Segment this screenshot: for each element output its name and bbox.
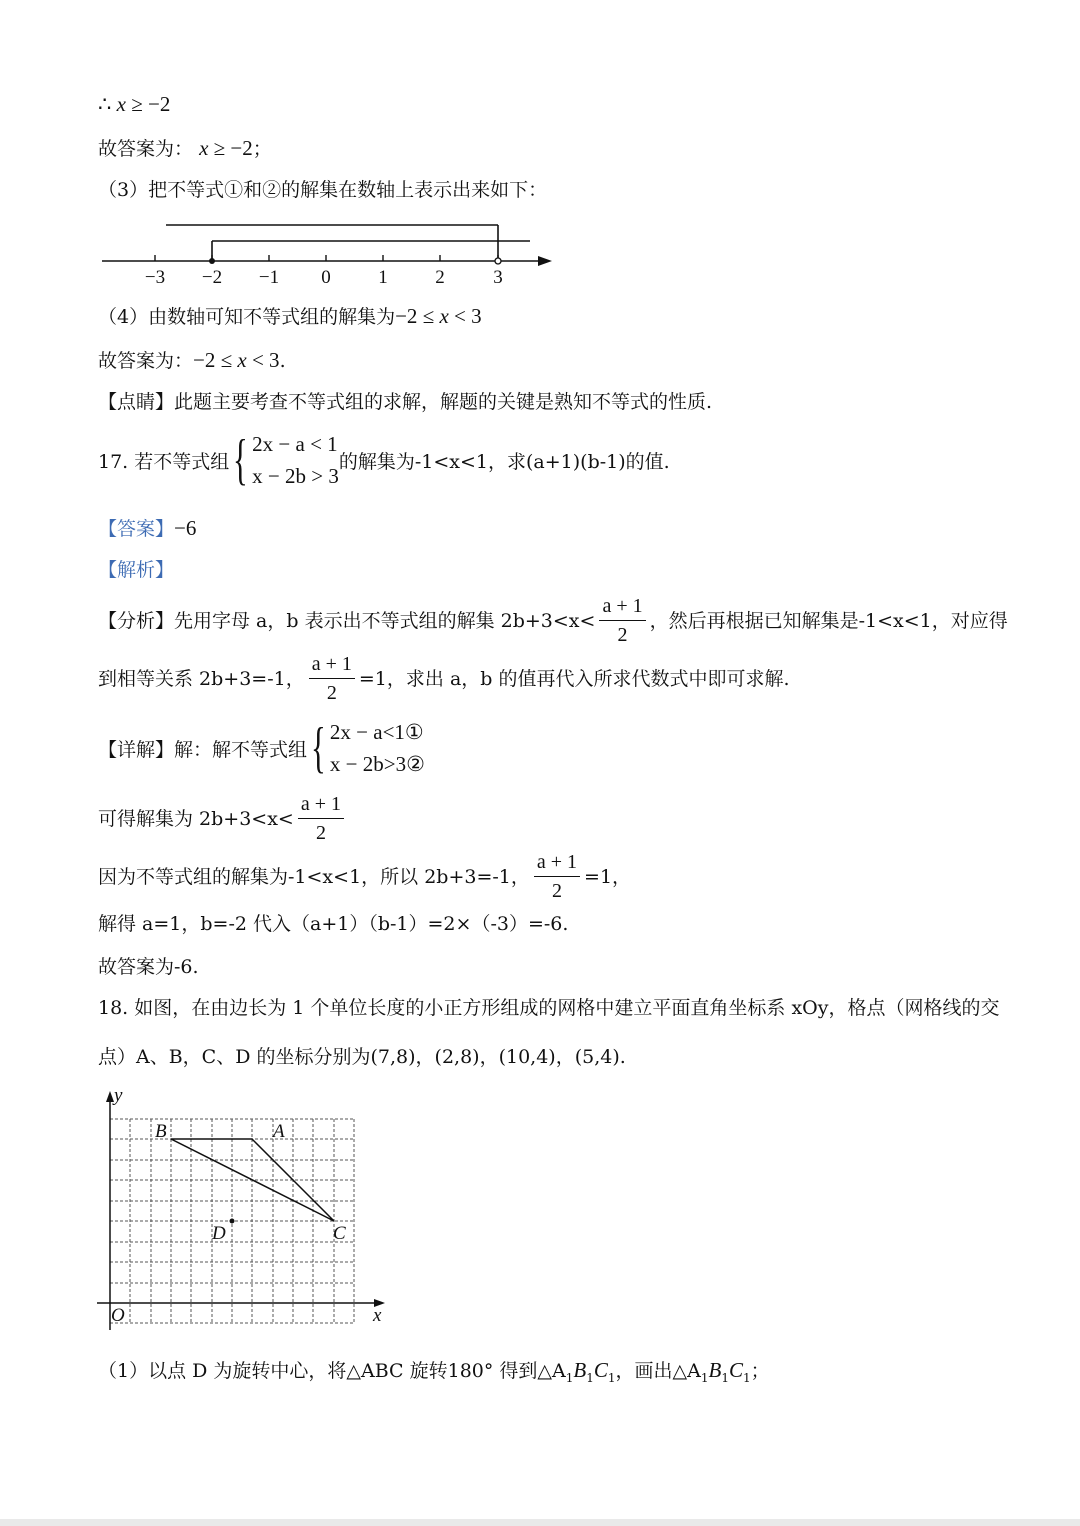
- tick-label: −3: [144, 267, 166, 288]
- tick-label: −2: [201, 267, 223, 288]
- open-point: [495, 258, 501, 264]
- page-bottom-bar: [0, 1519, 1080, 1526]
- line-therefore: ∴ x ≥ −2: [98, 92, 171, 116]
- tick-label: 0: [321, 267, 331, 288]
- line-part4: （4）由数轴可知不等式组的解集为−2 ≤ x < 3: [98, 304, 482, 328]
- line-answer-1: 故答案为： x ≥ −2；: [98, 136, 272, 160]
- x-label: x: [373, 1305, 382, 1326]
- point-d: [230, 1219, 235, 1224]
- step-1: 可得解集为 2b+3<x< $\frac{a + 1}{2}$: [98, 792, 348, 845]
- label-d: D: [212, 1223, 226, 1244]
- tick-label: −1: [258, 267, 280, 288]
- question-18-line-1: 18. 如图，在由边长为 1 个单位长度的小正方形组成的网格中建立平面直角坐标系 xOy，格点（网格线的交: [98, 997, 1000, 1019]
- number-line-figure: [98, 215, 558, 290]
- question-18-line-2: 点）A、B，C、D 的坐标分别为(7,8)，(2,8)，(10,4)，(5,4).: [98, 1046, 626, 1068]
- xiangjie-line: 【详解】解：解不等式组 { 2x − a<1① x − 2b>3②: [98, 717, 425, 779]
- fenxi-line-2: 到相等关系 2b+3=-1， $\frac{a + 1}{2}$ =1，求出 a，b 的值再代入所求代数式中即可求解.: [98, 653, 790, 704]
- axis-arrow: [538, 256, 552, 266]
- tick-label: 1: [378, 267, 388, 288]
- analysis-tag: 【解析】: [98, 559, 175, 581]
- origin-label: O: [111, 1305, 125, 1326]
- fraction: $\frac{a + 1}{2}$: [599, 594, 645, 647]
- fraction: $\frac{a + 1}{2}$: [534, 850, 580, 903]
- inequality-system: 2x − a < 1 x − 2b > 3: [252, 432, 339, 488]
- step-3: 解得 a=1，b=-2 代入（a+1）（b-1）=2×（-3）=-6.: [98, 913, 569, 935]
- question-17: 17. 若不等式组 { 2x − a < 1 x − 2b > 3 的解集为-1<x<1，求(a+1)(b-1)的值.: [98, 429, 670, 491]
- line-answer-2: 故答案为：−2 ≤ x < 3.: [98, 348, 286, 372]
- line-dianjing: 【点睛】此题主要考查不等式组的求解，解题的关键是熟知不等式的性质.: [98, 391, 713, 413]
- fraction: $\frac{a + 1}{2}$: [309, 652, 355, 705]
- label-a: A: [273, 1121, 285, 1142]
- question-18-part-1: （1）以点 D 为旋转中心，将△ABC 旋转180° 得到$\triangle A_1B_1C_1$，画出$\triangle A_1B_1C_1$；: [98, 1358, 770, 1385]
- fraction: $\frac{a + 1}{2}$: [298, 792, 344, 845]
- answer-line: 【答案】−6: [98, 516, 197, 540]
- step-2: 因为不等式组的解集为-1<x<1，所以 2b+3=-1， $\frac{a + 1}{2}$ =1，: [98, 851, 632, 902]
- inequality-system: 2x − a<1① x − 2b>3②: [329, 720, 425, 776]
- y-axis-arrow: [106, 1091, 114, 1102]
- brace-icon: {: [311, 717, 326, 779]
- label-b: B: [155, 1121, 167, 1142]
- fenxi-line-1: 【分析】先用字母 a，b 表示出不等式组的解集 2b+3<x< $\frac{a + 1}{2}$ ，然后再根据已知解集是-1<x<1，对应得: [98, 595, 1008, 646]
- tick-label: 3: [493, 267, 503, 288]
- tick-label: 2: [435, 267, 445, 288]
- label-c: C: [333, 1223, 346, 1244]
- y-label: y: [114, 1085, 123, 1106]
- brace-icon: {: [233, 429, 249, 491]
- closed-point: [209, 258, 215, 264]
- coordinate-grid-figure: [95, 1085, 395, 1335]
- step-4: 故答案为-6.: [98, 956, 199, 978]
- line-part3: （3）把不等式①和②的解集在数轴上表示出来如下：: [98, 179, 548, 201]
